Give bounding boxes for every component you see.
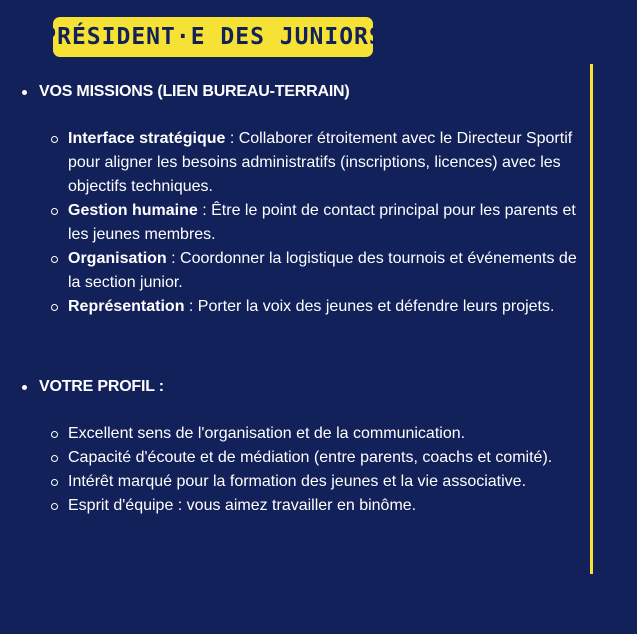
- item-text: Intérêt marqué pour la formation des jeunes et la vie associative.: [68, 473, 527, 490]
- profile-heading: [20, 376, 580, 398]
- item-text: : Coordonner la logistique des tournois et événements de la section junior.: [68, 250, 577, 291]
- list-item: [20, 494, 580, 518]
- bullet-circle-icon: [51, 256, 58, 263]
- accent-bar: [590, 64, 593, 574]
- bullet-circle-icon: [51, 431, 58, 438]
- item-label: Interface stratégique: [68, 130, 226, 147]
- item-label: Organisation: [68, 250, 167, 267]
- list-item: [20, 295, 580, 319]
- item-text: : Collaborer étroitement avec le Directeur Sportif pour aligner les besoins administratifs (inscriptions, licences) avec les objectifs techniques.: [68, 130, 573, 195]
- missions-heading: [20, 81, 580, 103]
- bullet-circle-icon: [51, 479, 58, 486]
- profile-heading-text: VOTRE PROFIL :: [39, 378, 164, 395]
- list-item: [20, 127, 580, 199]
- list-item: [20, 446, 580, 470]
- bullet-circle-icon: [51, 208, 58, 215]
- item-label: Représentation: [68, 298, 185, 315]
- missions-heading-text: VOS MISSIONS (LIEN BUREAU-TERRAIN): [39, 83, 350, 100]
- item-text: Excellent sens de l'organisation et de la communication.: [68, 425, 466, 442]
- bullet-circle-icon: [51, 455, 58, 462]
- bullet-disc-icon: [22, 90, 27, 95]
- page-title: PRÉSIDENT·E DES JUNIORS: [42, 24, 384, 50]
- bullet-disc-icon: [22, 385, 27, 390]
- title-badge: [42, 17, 384, 57]
- item-text: : Être le point de contact principal pour les parents et les jeunes membres.: [68, 202, 576, 243]
- bullet-circle-icon: [51, 136, 58, 143]
- list-item: [20, 422, 580, 446]
- profile-section: [20, 376, 580, 518]
- missions-section: [20, 81, 580, 319]
- item-text: Capacité d'écoute et de médiation (entre parents, coachs et comité).: [68, 449, 553, 466]
- profile-list: [20, 422, 580, 518]
- list-item: [20, 247, 580, 295]
- list-item: [20, 470, 580, 494]
- item-text: Esprit d'équipe : vous aimez travailler en binôme.: [68, 497, 417, 514]
- missions-list: [20, 127, 580, 319]
- bullet-circle-icon: [51, 503, 58, 510]
- item-label: Gestion humaine: [68, 202, 198, 219]
- list-item: [20, 199, 580, 247]
- bullet-circle-icon: [51, 304, 58, 311]
- item-text: : Porter la voix des jeunes et défendre leurs projets.: [184, 298, 555, 315]
